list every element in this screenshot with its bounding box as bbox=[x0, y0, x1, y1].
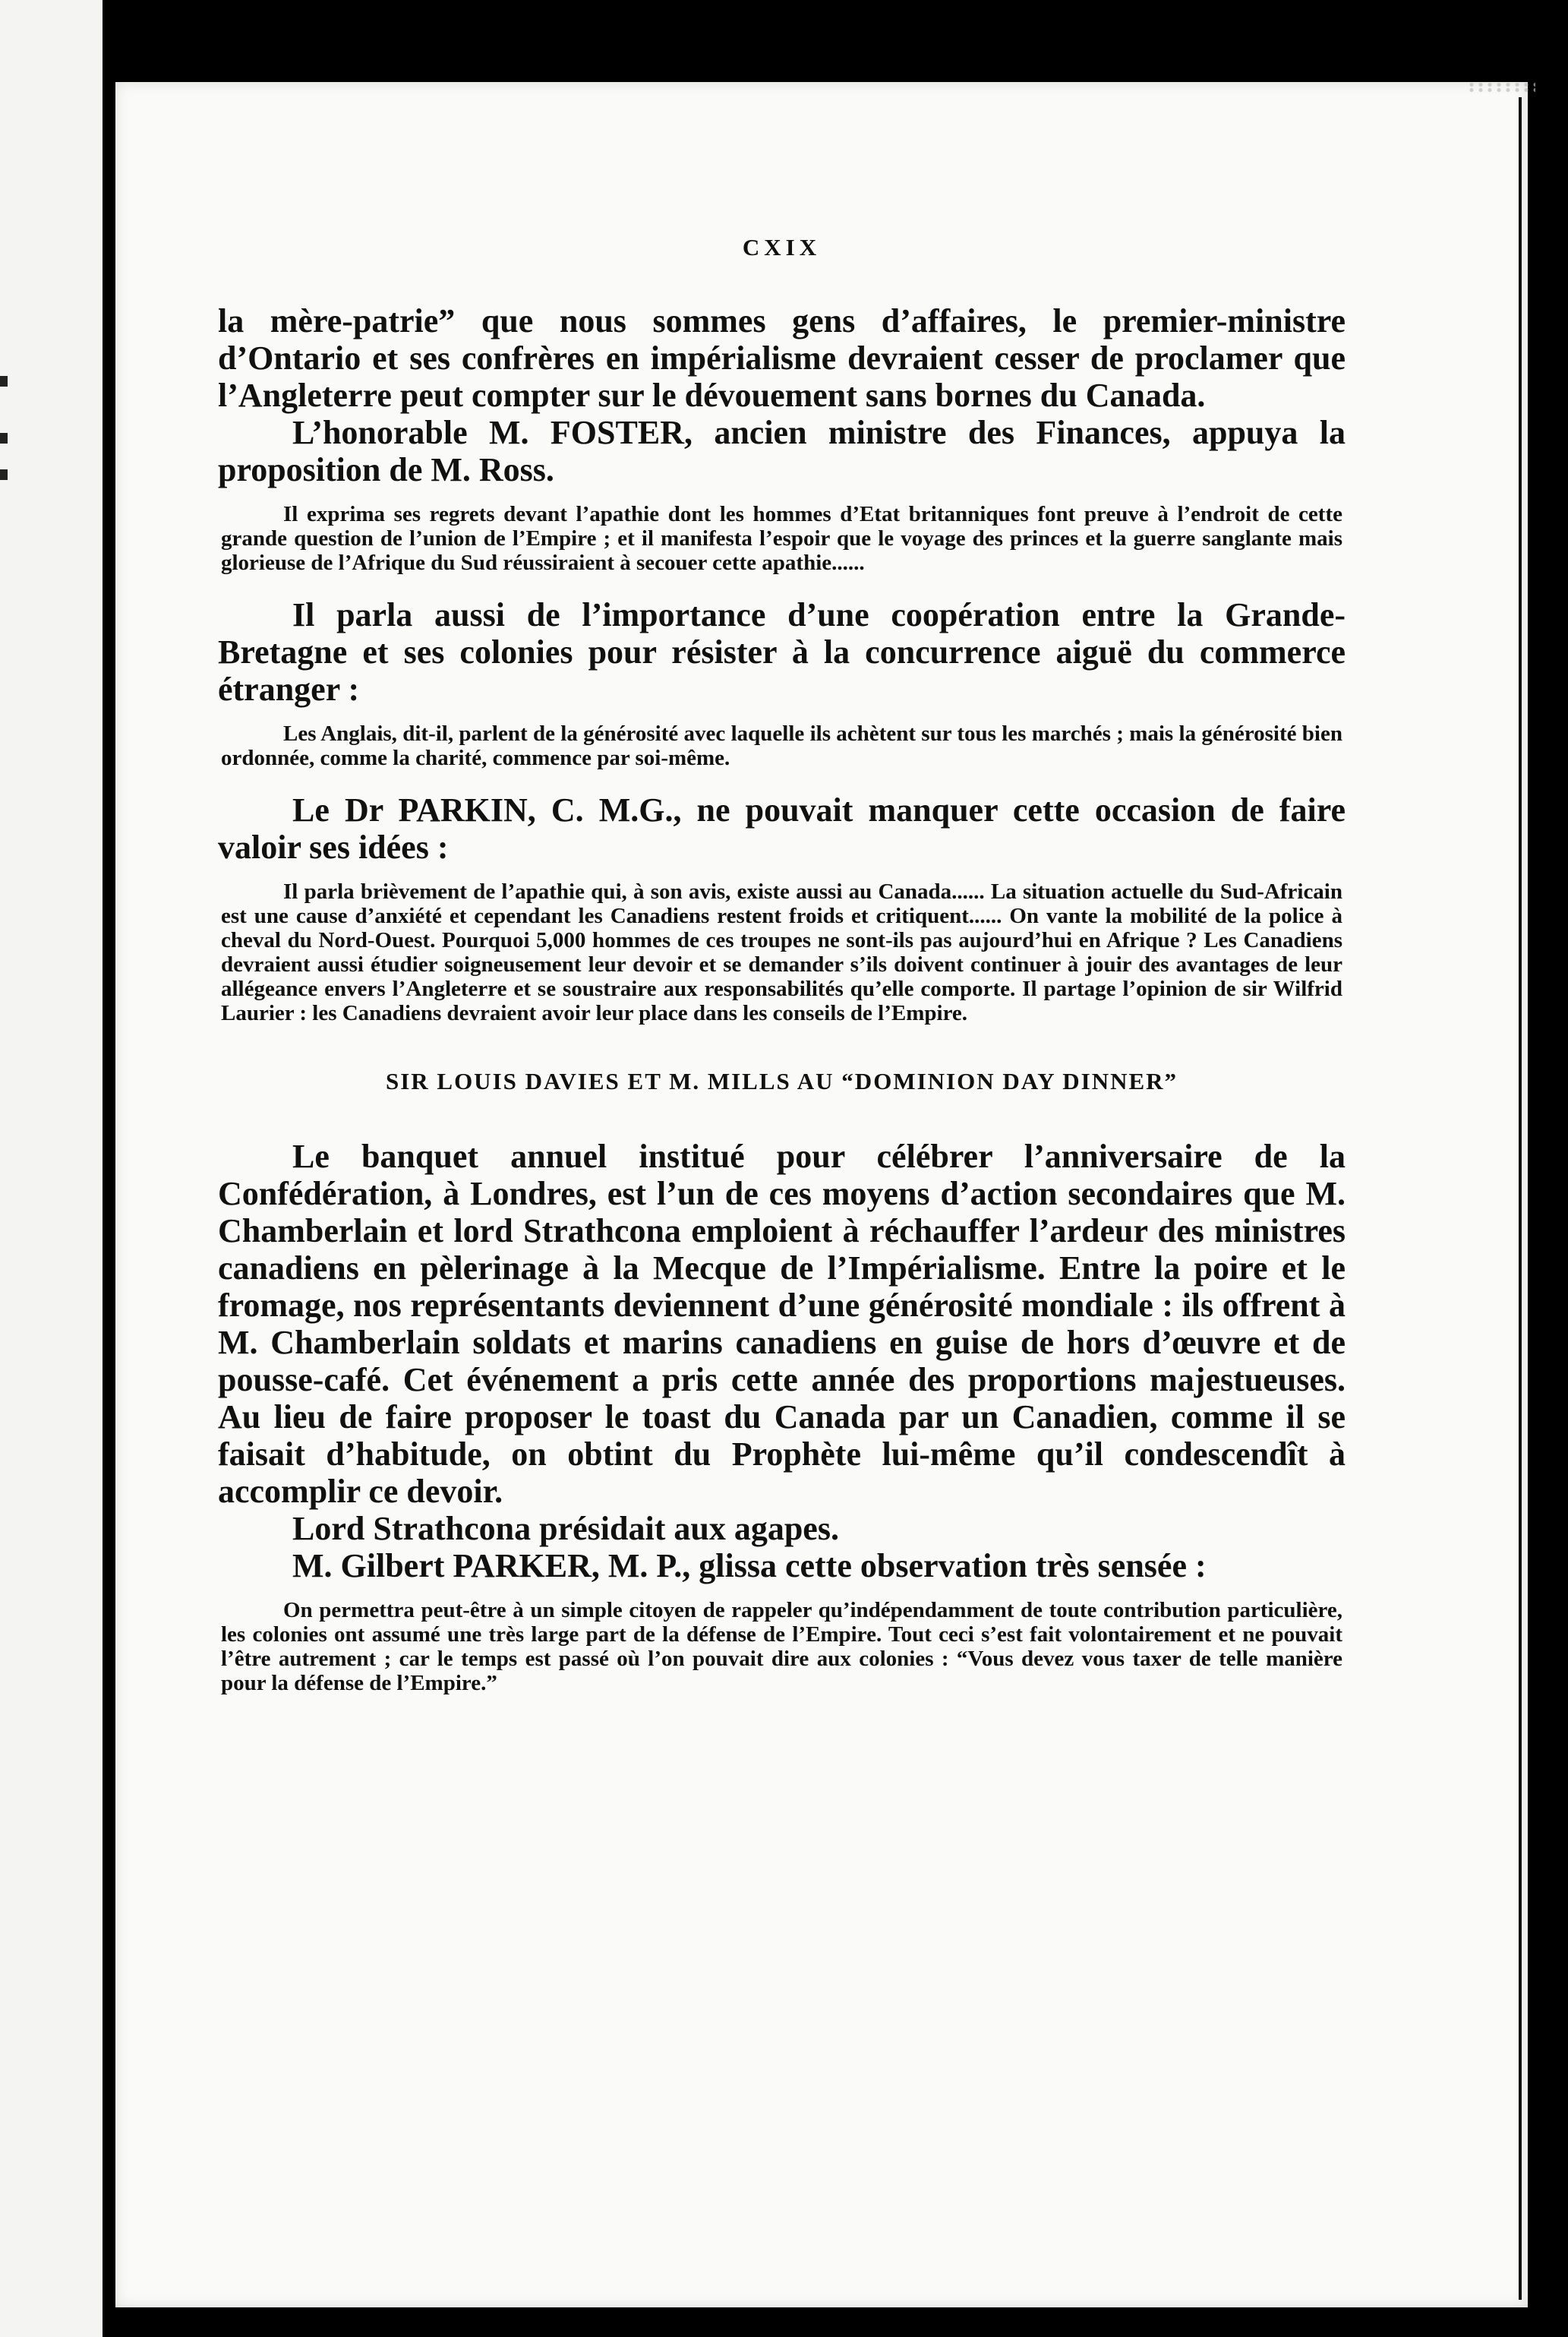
quote-generosity: Les Anglais, dit-il, parlent de la générosité avec laquelle ils achètent sur tous les marchés ; mais la générosité bien ordonnée, comme la charité, commence par soi-même. bbox=[221, 722, 1342, 770]
facing-page-mark bbox=[0, 469, 8, 480]
book-page bbox=[115, 82, 1528, 2307]
page-body bbox=[218, 234, 1346, 1695]
paragraph-banquet: Le banquet annuel institué pour célébrer l’anniversaire de la Confédération, à Londres, est l’un de ces moyens d’action secondaires que M. Chamberlain et lord Strathcona emploient à réchauffer l’ardeur des ministres canadiens en pèlerinage à la Mecque de l’Impérialisme. Entre la poire et le fromage, nos représentants deviennent d’une générosité mondiale : ils offrent à M. Chamberlain soldats et marins canadiens en guise de hors d’œuvre et de pousse-café. Cet événement a pris cette année des proportions majestueuses. Au lieu de faire proposer le toast du Canada par un Canadien, comme il se faisait d’habitude, on obtint du Prophète lui-même qu’il condescendît à accomplir ce devoir. bbox=[218, 1138, 1346, 1510]
paragraph-parkin: Le Dr PARKIN, C. M.G., ne pouvait manquer cette occasion de faire valoir ses idées : bbox=[218, 791, 1346, 866]
paragraph-parker: M. Gilbert PARKER, M. P., glissa cette observation très sensée : bbox=[292, 1547, 1207, 1584]
facing-page-edge bbox=[0, 0, 103, 2337]
facing-page-mark bbox=[0, 433, 8, 444]
paragraph-strathcona: Lord Strathcona présidait aux agapes. bbox=[292, 1510, 839, 1547]
quote-parker: On permettra peut-être à un simple citoyen de rappeler qu’indépendamment de toute contribution particulière, les colonies ont assumé une très large part de la défense de l’Empire. Tout ceci s’est fait volontairement et ne pouvait l’être autrement ; car le temps est passé où l’on pouvait dire aux colonies : “Vous devez vous taxer de telle manière pour la défense de l’Empire.” bbox=[221, 1598, 1342, 1695]
paragraph-imperialism: la mère-patrie” que nous sommes gens d’affaires, le premier-ministre d’Ontario et ses confrères en impérialisme devraient cesser de proclamer que l’Angleterre peut compter sur le dévouement sans bornes du Canada. bbox=[218, 302, 1346, 414]
quote-foster-apathy: Il exprima ses regrets devant l’apathie dont les hommes d’Etat britanniques font preuve à l’endroit de cette grande question de l’union de l’Empire ; et il manifesta l’espoir que le voyage des princes et la guerre sanglante mais glorieuse de l’Afrique du Sud réussiraient à secouer cette apathie...... bbox=[221, 502, 1342, 575]
section-heading: SIR LOUIS DAVIES ET M. MILLS AU “DOMINION DAY DINNER” bbox=[385, 1068, 1178, 1094]
page-edge-line bbox=[1519, 97, 1522, 2300]
facing-page-mark bbox=[0, 376, 8, 387]
paragraph-foster: L’honorable M. FOSTER, ancien ministre des Finances, appuya la proposition de M. Ross. bbox=[218, 414, 1346, 488]
paragraph-cooperation: Il parla aussi de l’importance d’une coopération entre la Grande-Bretagne et ses colonies pour résister à la concurrence aiguë du commerce étranger : bbox=[218, 596, 1346, 708]
quote-parkin: Il parla brièvement de l’apathie qui, à son avis, existe aussi au Canada...... La situation actuelle du Sud-Africain est une cause d’anxiété et cependant les Canadiens restent froids et critiquent...... On vante la mobilité de la police à cheval du Nord-Ouest. Pourquoi 5,000 hommes de ces troupes ne sont-ils pas aujourd’hui en Afrique ? Les Canadiens devraient aussi étudier soigneusement leur devoir et se demander s’ils doivent continuer à jouir des avantages de leur allégeance envers l’Angleterre et se soustraire aux responsabilités qu’elle comporte. Il partage l’opinion de sir Wilfrid Laurier : les Canadiens devraient avoir leur place dans les conseils de l’Empire. bbox=[221, 880, 1342, 1025]
scan-dust bbox=[1467, 82, 1535, 93]
page-number: CXIX bbox=[742, 234, 822, 261]
